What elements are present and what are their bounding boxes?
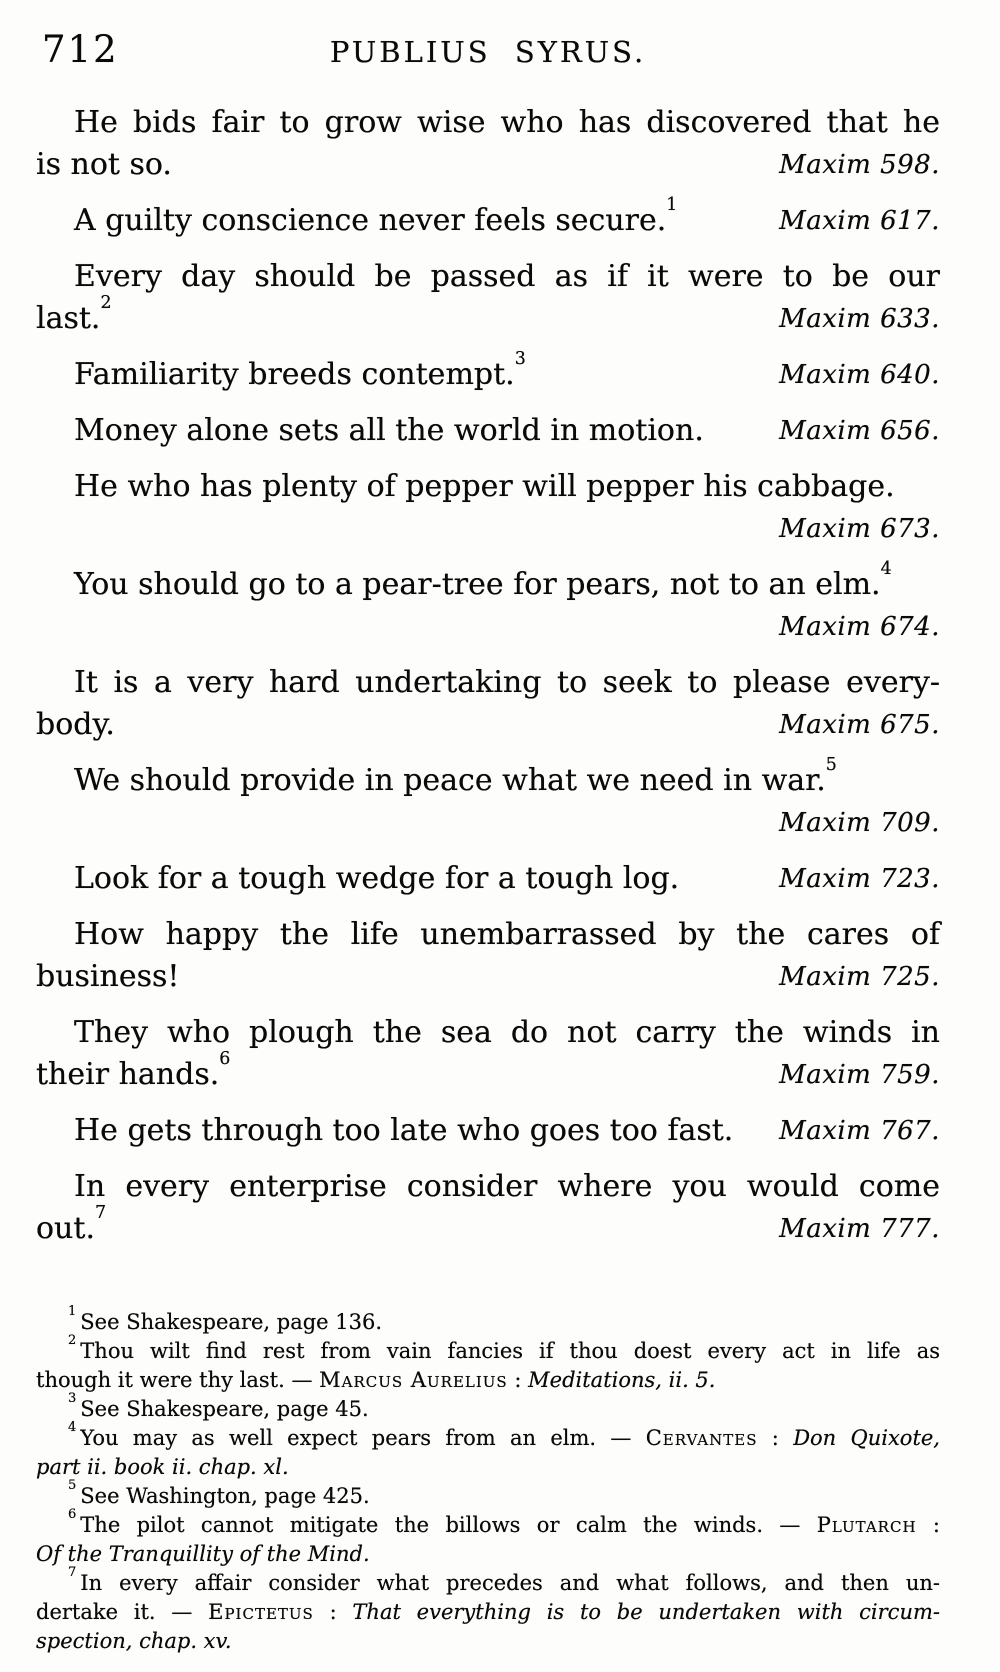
footnote-work-title: Meditations, ii. 5. — [528, 1368, 716, 1392]
footnote-text: : — [313, 1600, 353, 1624]
maxim-entry — [36, 410, 940, 452]
footnote-entry — [36, 1391, 940, 1424]
maxim-text: body. — [36, 707, 115, 742]
maxim-line — [36, 662, 940, 704]
maxim-line — [36, 144, 940, 186]
maxim-entry — [36, 1110, 940, 1152]
maxim-line — [36, 1203, 940, 1250]
maxim-line — [36, 755, 940, 802]
maxim-text: Money alone sets all the world in motion. — [74, 413, 704, 448]
maxim-entry — [36, 662, 940, 746]
maxim-text: It is a very hard undertaking to seek to please every- — [74, 665, 940, 700]
footnote-entry — [36, 1333, 940, 1395]
footnote-line — [36, 1366, 940, 1395]
maxim-entry — [36, 755, 940, 844]
footnote-number: 5 — [68, 1478, 77, 1494]
footnote-text: : — [757, 1426, 794, 1450]
footnote-work-title: part ii. book ii. chap. xl. — [36, 1455, 289, 1479]
maxim-line — [36, 1012, 940, 1054]
maxim-number-label: Maxim 674. — [779, 612, 940, 642]
maxim-entry — [36, 559, 940, 648]
maxim-number-label: Maxim 725. — [779, 962, 940, 992]
footnote-number: 4 — [68, 1420, 77, 1436]
maxim-text: You should go to a pear-tree for pears, not to an elm. — [74, 567, 881, 602]
footnote-marker: 4 — [880, 559, 892, 580]
footnote-text: : — [507, 1368, 529, 1392]
maxim-number-label: Maxim 656. — [779, 416, 940, 446]
footnote-line — [36, 1391, 940, 1424]
footnote-work-title: spection, chap. xv. — [36, 1629, 232, 1653]
footnote-text: See Washington, page 425. — [80, 1484, 370, 1508]
footnote-line — [36, 1540, 940, 1569]
footnote-entry — [36, 1304, 940, 1337]
footnote-line — [36, 1420, 940, 1453]
footnote-text: dertake it. — — [36, 1600, 209, 1624]
maxim-text: In every enterprise consider where you would come — [74, 1169, 940, 1204]
footnote-marker: 5 — [825, 755, 837, 776]
maxim-text: their hands. — [36, 1057, 220, 1092]
footnote-marker: 7 — [94, 1203, 107, 1224]
maxim-text: Look for a tough wedge for a tough log. — [74, 861, 680, 896]
maxim-entry — [36, 195, 940, 242]
footnote-text: See Shakespeare, page 136. — [80, 1310, 383, 1334]
footnote-line — [36, 1478, 940, 1511]
maxim-entry — [36, 102, 940, 186]
maxim-text: A guilty conscience never feels secure. — [74, 203, 667, 238]
maxim-text: He who has plenty of pepper will pepper his cabbage. — [74, 469, 895, 504]
footnote-marker: 1 — [666, 195, 678, 216]
footnote-entry — [36, 1420, 940, 1482]
footnote-marker: 6 — [219, 1049, 231, 1070]
maxim-line — [36, 1166, 940, 1208]
maxim-text: Familiarity breeds contempt. — [74, 357, 515, 392]
maxim-text: They who plough the sea do not carry the winds in — [74, 1015, 940, 1050]
maxim-text: Every day should be passed as if it were to be our — [74, 259, 940, 294]
maxim-line — [36, 1110, 940, 1152]
footnote-number: 6 — [68, 1507, 77, 1523]
footnote-text: The pilot cannot mitigate the billows or calm the winds. — — [80, 1513, 817, 1537]
maxim-line — [36, 102, 940, 144]
footnote-text: Thou wilt find rest from vain fancies if thou doest every act in life as — [80, 1339, 940, 1363]
footnotes-section — [36, 1304, 940, 1656]
footnote-work-title: Of the Tranquillity of the Mind. — [36, 1542, 370, 1566]
maxim-text: business! — [36, 959, 180, 994]
maxim-number-label: Maxim 673. — [779, 514, 940, 544]
maxims-section — [36, 102, 940, 1250]
footnote-number: 3 — [68, 1391, 77, 1407]
footnote-line — [36, 1565, 940, 1598]
maxim-text: He bids fair to grow wise who has discovered that he — [74, 105, 940, 140]
maxim-entry — [36, 466, 940, 550]
page-number: 712 — [42, 28, 119, 71]
maxim-line — [36, 256, 940, 298]
maxim-line — [36, 956, 940, 998]
maxim-number-label: Maxim 640. — [779, 360, 940, 390]
maxim-entry — [36, 256, 940, 340]
maxim-text: We should provide in peace what we need in war. — [74, 763, 826, 798]
maxim-line — [36, 914, 940, 956]
maxim-number-label: Maxim 723. — [779, 864, 940, 894]
maxim-text: He gets through too late who goes too fast. — [74, 1113, 734, 1148]
footnote-entry — [36, 1565, 940, 1656]
footnote-author: Marcus Aurelius — [319, 1368, 508, 1392]
maxim-line — [36, 410, 940, 452]
maxim-line — [36, 559, 940, 606]
maxim-entry — [36, 858, 940, 900]
footnote-author: Plutarch — [816, 1513, 917, 1537]
page-header — [36, 30, 940, 72]
maxim-entry — [36, 1166, 940, 1250]
maxim-line — [36, 293, 940, 340]
maxim-number-label: Maxim 633. — [779, 304, 940, 334]
maxim-text: is not so. — [36, 147, 172, 182]
footnote-number: 2 — [68, 1333, 77, 1349]
maxim-entry — [36, 914, 940, 998]
maxim-entry — [36, 349, 940, 396]
maxim-number-label: Maxim 759. — [779, 1060, 940, 1090]
footnote-author: Cervantes — [645, 1426, 758, 1450]
footnote-number: 1 — [68, 1304, 77, 1320]
footnote-marker: 3 — [514, 349, 526, 370]
footnote-line — [36, 1507, 940, 1540]
footnote-text: In every affair consider what precedes and what follows, and then un- — [80, 1571, 940, 1595]
maxim-line — [36, 466, 940, 508]
footnote-line — [36, 1333, 940, 1366]
footnote-author: Epictetus — [208, 1600, 314, 1624]
maxim-number-label: Maxim 777. — [779, 1214, 940, 1244]
running-title: PUBLIUS SYRUS. — [329, 35, 647, 69]
maxim-number-label: Maxim 598. — [779, 150, 940, 180]
maxim-number-label: Maxim 675. — [779, 710, 940, 740]
maxim-line — [36, 1049, 940, 1096]
footnote-text: See Shakespeare, page 45. — [80, 1397, 369, 1421]
footnote-text: : — [916, 1513, 940, 1537]
footnote-text: though it were thy last. — — [36, 1368, 320, 1392]
footnote-text: You may as well expect pears from an elm. — — [80, 1426, 646, 1450]
footnote-line — [36, 1627, 940, 1656]
footnote-work-title: That everything is to be undertaken with circum- — [352, 1600, 940, 1624]
footnote-entry — [36, 1507, 940, 1569]
footnote-entry — [36, 1478, 940, 1511]
maxim-text: How happy the life unembarrassed by the cares of — [74, 917, 940, 952]
maxim-line — [36, 349, 940, 396]
footnote-line — [36, 1598, 940, 1627]
maxim-text: out. — [36, 1211, 95, 1246]
footnote-line — [36, 1304, 940, 1337]
maxim-number-label: Maxim 617. — [779, 206, 940, 236]
footnote-work-title: Don Quixote, — [793, 1426, 940, 1450]
footnote-marker: 2 — [100, 293, 112, 314]
maxim-text: last. — [36, 301, 101, 336]
maxim-line — [36, 195, 940, 242]
maxim-entry — [36, 1012, 940, 1096]
footnote-line — [36, 1453, 940, 1482]
maxim-line — [36, 858, 940, 900]
maxim-line — [36, 704, 940, 746]
maxim-number-label: Maxim 709. — [779, 808, 940, 838]
footnote-number: 7 — [68, 1565, 77, 1581]
maxim-number-label: Maxim 767. — [779, 1116, 940, 1146]
